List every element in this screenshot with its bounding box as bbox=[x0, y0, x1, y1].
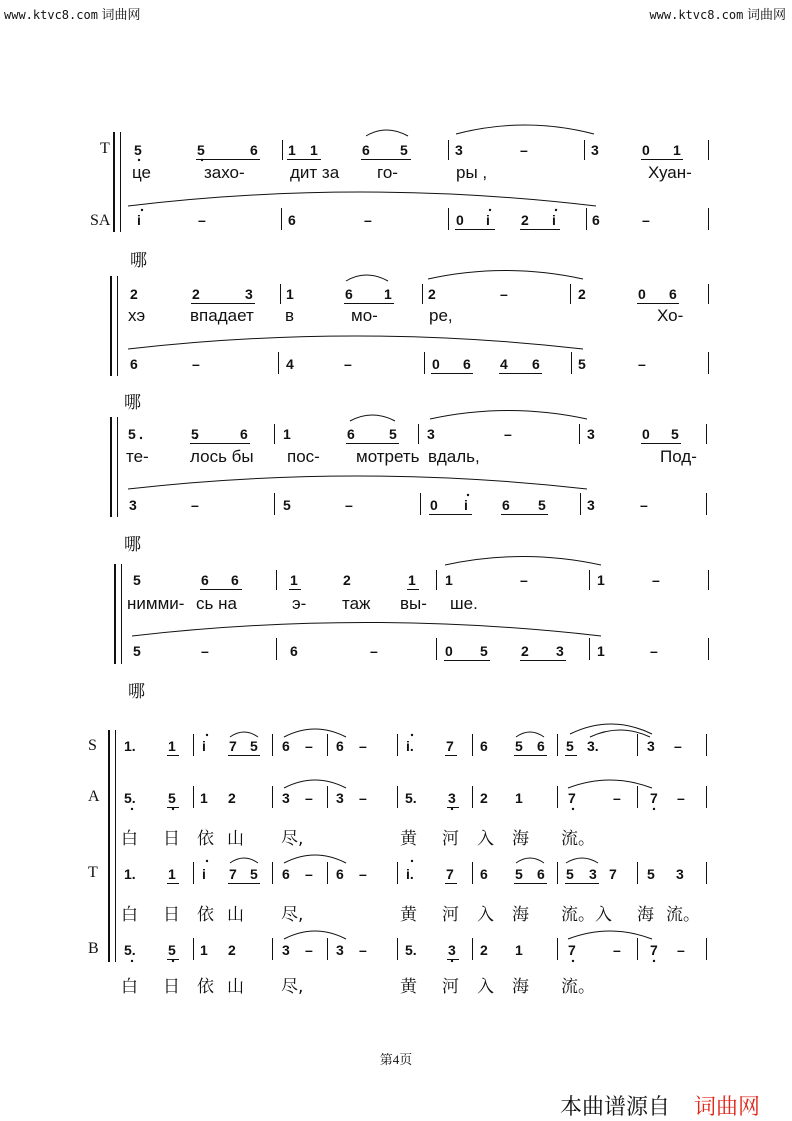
part-label-t2: T bbox=[88, 864, 98, 881]
lyric: ры , bbox=[456, 163, 488, 182]
lyric: 入 bbox=[477, 905, 494, 925]
lyric: 入 bbox=[477, 829, 494, 849]
lyric: Хо- bbox=[657, 306, 684, 325]
lyric: ше. bbox=[450, 594, 478, 613]
system-bracket bbox=[110, 417, 112, 517]
lyric: 海 bbox=[512, 829, 529, 849]
lyric: 尽, bbox=[281, 905, 304, 925]
lyric: 海 bbox=[637, 905, 654, 925]
lyric: 流。 bbox=[666, 905, 700, 925]
lyric: мо- bbox=[351, 306, 378, 325]
hum-syllable: 哪 bbox=[128, 682, 145, 702]
lyric: 河 bbox=[442, 905, 459, 925]
lyric: сь на bbox=[196, 594, 237, 613]
lyric: 河 bbox=[442, 829, 459, 849]
source-credit: 本曲谱源自 词曲网 bbox=[560, 1095, 761, 1120]
hum-syllable: 哪 bbox=[130, 251, 147, 271]
lyric: 入 bbox=[477, 977, 494, 997]
lyric: 尽, bbox=[281, 977, 304, 997]
lyric: 山 bbox=[227, 829, 244, 849]
lyric: 白 bbox=[121, 829, 138, 849]
lyric: ре, bbox=[429, 306, 453, 325]
lyric: 日 bbox=[163, 829, 180, 849]
lyric: нимми- bbox=[127, 594, 185, 613]
part-label-b: B bbox=[88, 940, 99, 957]
watermark-left: www.ktvc8.com 词曲网 bbox=[4, 7, 141, 22]
part-label-t: T bbox=[100, 140, 110, 157]
lyric: вы- bbox=[400, 594, 427, 613]
page-number: 第4页 bbox=[379, 1052, 413, 1067]
lyric: таж bbox=[342, 594, 371, 613]
lyric: 白 bbox=[121, 905, 138, 925]
lyric: 黄 bbox=[400, 829, 417, 849]
lyric: 日 bbox=[163, 905, 180, 925]
lyric: 依 bbox=[197, 977, 214, 997]
source-site-link[interactable]: 词曲网 bbox=[694, 1095, 761, 1120]
lyric: э- bbox=[292, 594, 307, 613]
lyric: 依 bbox=[197, 829, 214, 849]
lyric: захо- bbox=[204, 163, 245, 182]
lyric: вдаль, bbox=[428, 447, 480, 466]
lyric: пос- bbox=[287, 447, 320, 466]
hum-syllable: 哪 bbox=[124, 535, 141, 555]
system-bracket bbox=[114, 564, 116, 664]
part-label-sa: SA bbox=[90, 212, 111, 229]
lyric: в bbox=[285, 306, 295, 325]
lyric: 流。 bbox=[561, 829, 595, 849]
lyric: 山 bbox=[227, 905, 244, 925]
lyric: хэ bbox=[128, 306, 146, 325]
system-bracket bbox=[108, 730, 110, 962]
lyric: Хуан- bbox=[648, 163, 692, 182]
part-label-a: A bbox=[88, 788, 100, 805]
lyric: 日 bbox=[163, 977, 180, 997]
lyric: 山 bbox=[227, 977, 244, 997]
lyric: 依 bbox=[197, 905, 214, 925]
lyric: 流。 bbox=[561, 977, 595, 997]
lyric: впадает bbox=[190, 306, 254, 325]
lyric: це bbox=[132, 163, 152, 182]
lyric: 黄 bbox=[400, 977, 417, 997]
lyric: го- bbox=[377, 163, 398, 182]
lyric: 流。入 bbox=[561, 905, 612, 925]
system-bracket bbox=[110, 276, 112, 376]
lyric: 黄 bbox=[400, 905, 417, 925]
lyric: дит за bbox=[290, 163, 340, 182]
lyric: Под- bbox=[660, 447, 697, 466]
lyric: 海 bbox=[512, 905, 529, 925]
hum-syllable: 哪 bbox=[124, 393, 141, 413]
lyric: лось бы bbox=[190, 447, 254, 466]
lyric: мотреть bbox=[356, 447, 420, 466]
part-label-s: S bbox=[88, 737, 97, 754]
lyric: те- bbox=[126, 447, 149, 466]
lyric: 海 bbox=[512, 977, 529, 997]
lyric: 尽, bbox=[281, 829, 304, 849]
system-bracket bbox=[113, 132, 115, 232]
lyric: 河 bbox=[442, 977, 459, 997]
watermark-right: www.ktvc8.com 词曲网 bbox=[649, 7, 786, 22]
lyric: 白 bbox=[121, 977, 138, 997]
